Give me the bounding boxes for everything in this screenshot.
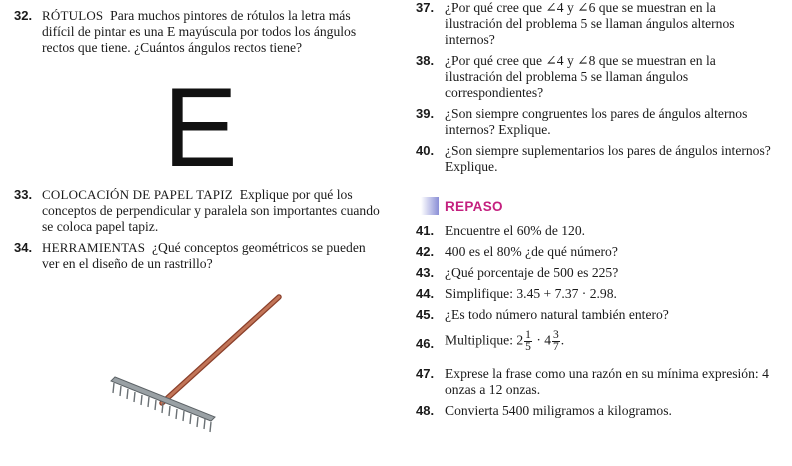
problem-39 [416, 106, 776, 138]
problem-body [42, 187, 384, 236]
fraction-three-sevenths [552, 330, 560, 353]
problem-number: 38. [416, 53, 435, 68]
problem-text: ¿Es todo número natural también entero? [445, 307, 669, 322]
problem-text: ¿Qué porcentaje de 500 es 225? [445, 265, 619, 280]
problem-48 [416, 403, 776, 419]
problem-text: ¿Son siempre suplementarios los pares de ángulos internos? Explique. [445, 143, 771, 175]
fraction-denominator: 5 [525, 341, 531, 353]
repaso-heading [421, 197, 503, 215]
repaso-label: REPASO [445, 198, 503, 214]
problem-number: 37. [416, 0, 435, 15]
problem-number: 42. [416, 244, 435, 259]
problem-expression [445, 330, 776, 353]
problem-43 [416, 265, 776, 281]
expression-suffix: . [560, 332, 565, 348]
problem-number: 45. [416, 307, 435, 322]
problem-keyword: RÓTULOS [42, 8, 104, 23]
problem-37 [416, 0, 776, 49]
problem-text: Convierta 5400 miligramos a kilogramos. [445, 403, 672, 418]
problem-text: ¿Por qué cree que ∠4 y ∠6 que se muestran en la ilustración del problema 5 se llaman ángulos alternos internos? [445, 0, 735, 48]
problem-number: 43. [416, 265, 435, 280]
problem-41 [416, 223, 776, 239]
rake-handle [162, 297, 279, 403]
problem-38 [416, 53, 776, 102]
problem-33 [14, 187, 384, 236]
problem-number: 47. [416, 366, 435, 381]
fraction-numerator: 1 [525, 329, 531, 341]
expression-middle: · 4 [532, 332, 552, 348]
fraction-one-fifth [524, 330, 532, 353]
problem-text: Simplifique: 3.45 + 7.37 · 2.98. [445, 286, 617, 301]
problem-text: Explique por qué los conceptos de perpendicular y paralela son importantes cuando se coloca papel tapiz. [42, 187, 380, 235]
expression-prefix: Multiplique: 2 [445, 332, 524, 348]
problem-text: Encuentre el 60% de 120. [445, 223, 586, 238]
capital-e-letter: E [163, 65, 238, 190]
problem-number: 44. [416, 286, 435, 301]
problem-text: 400 es el 80% ¿de qué número? [445, 244, 618, 259]
problem-number: 40. [416, 143, 435, 158]
problem-text: ¿Son siempre congruentes los pares de ángulos alternos internos? Explique. [445, 106, 748, 138]
problem-number: 34. [14, 240, 33, 255]
problem-34 [14, 240, 384, 272]
fraction-denominator: 7 [553, 341, 559, 353]
problem-text: Para muchos pintores de rótulos la letra más difícil de pintar es una E mayúscula por todos los ángulos rectos que tiene. ¿Cuántos ángulos rectos tiene? [42, 8, 357, 56]
problem-44 [416, 286, 776, 302]
problem-text: ¿Por qué cree que ∠4 y ∠8 que se muestran en la ilustración del problema 5 se llaman ángulos correspondientes? [445, 53, 716, 101]
problem-32 [14, 8, 384, 57]
fraction-numerator: 3 [553, 329, 559, 341]
problem-number: 32. [14, 8, 33, 23]
problem-text: Exprese la frase como una razón en su mínima expresión: 4 onzas a 12 onzas. [445, 366, 769, 398]
problem-45 [416, 307, 776, 323]
rake-illustration [100, 285, 300, 445]
problem-body [42, 8, 384, 57]
problem-keyword: HERRAMIENTAS [42, 240, 146, 255]
problem-body [42, 240, 384, 272]
problem-number: 48. [416, 403, 435, 418]
problem-keyword: COLOCACIÓN DE PAPEL TAPIZ [42, 187, 233, 202]
section-bar-icon [421, 197, 439, 215]
problem-number: 33. [14, 187, 33, 202]
problem-46 [416, 330, 776, 353]
problem-40 [416, 143, 776, 175]
problem-42 [416, 244, 776, 260]
problem-number: 39. [416, 106, 435, 121]
rake-head [111, 377, 215, 432]
problem-number: 46. [416, 336, 435, 351]
problem-text: ¿Qué conceptos geométricos se pueden ver en el diseño de un rastrillo? [42, 240, 366, 272]
problem-47 [416, 366, 776, 398]
problem-number: 41. [416, 223, 435, 238]
